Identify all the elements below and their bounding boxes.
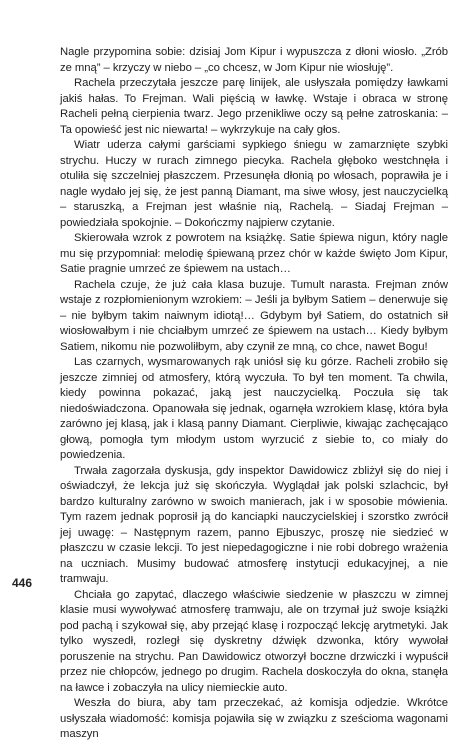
paragraph-6: Las czarnych, wysmarowanych rąk uniósł się ku górze. Racheli zrobiło się jeszcze zimniej od atmosfery, którą wyczuła. To był ten moment. Ta chwila, kiedy powinna pokazać, jaką jest nauczycielką. Poczuła się tak niedoświadczona. Opanowała się jednak, ogarnęła wzrokiem klasę, która była zarówno jej klasą, jak i klasą panny Diamant. Cierpliwie, kiwając zachęcająco głową, pomogła tym młodym ustom wyrzucić z siebie to, co miały do powiedzenia. xyxy=(60,356,448,461)
page-number: 446 xyxy=(12,576,33,590)
paragraph-3: Wiatr uderza całymi garściami sypkiego śniegu w zamarznięte szybki strychu. Huczy w rurach zimnego piecyka. Rachela głęboko westchnęła i otuliła się szczelniej płaszczem. Przesunęła dłonią po włosach, poprawiła je i nagle wydało jej się, że jest panną Diamant, ma siwe włosy, jest nauczycielką – staruszką, a Frejman jest właśnie nią, Rachelą. – Siadaj Frejman – powiedziała spokojnie. – Dokończmy najpierw czytanie. xyxy=(60,139,448,229)
paragraph-5: Rachela czuje, że już cała klasa buzuje. Tumult narasta. Frejman znów wstaje z rozpłomienionym wzrokiem: – Jeśli ja byłbym Satiem – denerwuje się – nie byłbym takim naiwnym idiotą!… Gdybym był Satiem, do ostatnich sił wiosłowałbym i nie chciałbym umrzeć ze śpiewem na ustach… Kiedy byłbym Satiem, nikomu nie pozwoliłbym, aby czynił ze mną, co chce, nawet Bogu! xyxy=(60,278,448,353)
paragraph-1: Nagle przypomina sobie: dzisiaj Jom Kipur i wypuszcza z dłoni wiosło. „Zrób ze mną” – krzyczy w niebo – „co chcesz, w Jom Kipur nie wiosłuję”. xyxy=(60,46,448,74)
page-body xyxy=(60,45,448,743)
paragraph-2: Rachela przeczytała jeszcze parę linijek, ale usłyszała pomiędzy ławkami jakiś hałas. To Frejman. Wali pięścią w ławkę. Wstaje i obraca w stronę Racheli pełną cierpienia twarz. Jego przenikliwe oczy są pełne zatroskania: – Ta opowieść jest nic niewarta! – wykrzykuje na cały głos. xyxy=(60,77,448,136)
paragraph-9: Weszła do biura, aby tam przeczekać, aż komisja odjedzie. Wkrótce usłyszała wiadomość: komisja pojawiła się w związku z sześcioma wagonami maszyn xyxy=(60,697,448,740)
paragraph-8: Chciała go zapytać, dlaczego właściwie siedzenie w płaszczu w zimnej klasie musi wywoływać atmosferę tramwaju, ale on trzymał już swoje książki pod pachą i szykował się, aby przejąć klasę i rozpocząć lekcję arytmetyki. Jak tylko wyszedł, rozległ się dyskretny dźwięk dzwonka, który wywołał poruszenie na strychu. Pan Dawidowicz otworzył boczne drzwiczki i wypuścił przez nie chłopców, jednego po drugim. Rachela doskoczyła do okna, stanęła na ławce i zobaczyła na ulicy niemieckie auto. xyxy=(60,588,448,694)
paragraph-7: Trwała zagorzała dyskusja, gdy inspektor Dawidowicz zbliżył się do niej i oświadczył, że lekcja już się skończyła. Wyglądał jak polski szlachcic, był bardzo kulturalny zarówno w swoich manierach, jak i w sposobie mówienia. Tym razem jednak poprosił ją do kanciapki nauczycielskiej i szorstko zwrócił jej uwagę: – Następnym razem, panno Ejbuszyc, proszę nie siedzieć w płaszczu w czasie lekcji. To jest niepedagogiczne i nie robi dobrego wrażenia na uczniach. Musimy budować atmosferę instytucji edukacyjnej, a nie tramwaju. xyxy=(60,464,448,585)
paragraph-4: Skierowała wzrok z powrotem na książkę. Satie śpiewa nigun, który nagle mu się przypomniał: melodię śpiewaną przez chór w każde święto Jom Kipur, Satie pragnie umrzeć ze śpiewem na ustach… xyxy=(60,232,448,275)
